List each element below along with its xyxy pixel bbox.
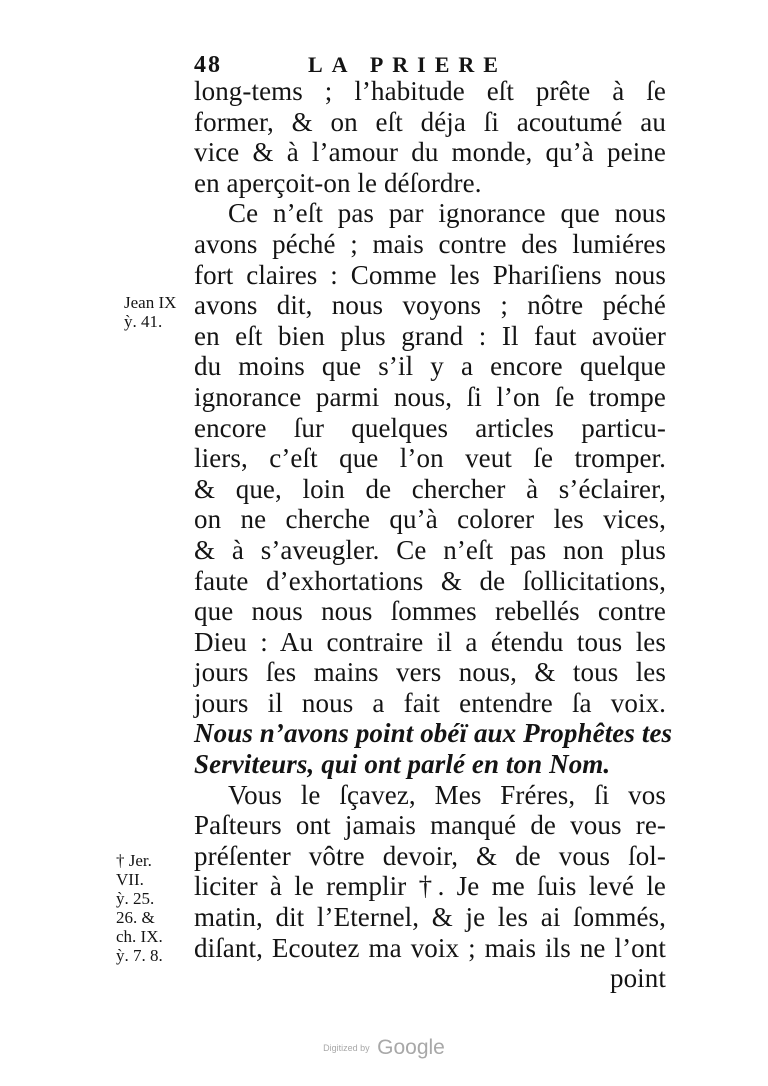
text-line: jours il nous a fait entendre ſa voix. xyxy=(194,687,666,718)
text-line: Dieu : Au contraire il a étendu tous les xyxy=(194,626,666,657)
running-title: LA PRIERE xyxy=(308,52,507,77)
text-line: en eſt bien plus grand : Il faut avoüer xyxy=(194,320,666,351)
text-line: Serviteurs, qui ont parlé en ton Nom. xyxy=(194,749,611,780)
watermark-brand: Google xyxy=(377,1036,445,1059)
text-line: liers, c’eſt que l’on veut ſe tromper. xyxy=(194,443,666,474)
text-line: jours ſes mains vers nous, & tous les xyxy=(194,657,666,688)
text-line: long-tems ; l’habitude eſt prête à ſe xyxy=(194,76,666,106)
text-line: encore ſur quelques articles particu- xyxy=(194,412,666,443)
text-line: que nous nous ſommes rebellés contre xyxy=(194,596,666,627)
margin-note-jeremie xyxy=(116,851,163,965)
text-line: préſenter vôtre devoir, & de vous ſol- xyxy=(194,840,666,871)
text-line: faute d’exhortations & de ſollicitations, xyxy=(194,565,666,596)
text-line: Nous n’avons point obéï aux Prophêtes tes xyxy=(194,718,673,749)
text-line: & à s’aveugler. Ce n’eſt pas non plus xyxy=(194,534,666,565)
text-line: former, & on eſt déja ſi acoutumé au xyxy=(194,106,666,137)
margin-note-line: ỳ. 41. xyxy=(124,312,163,331)
text-line: ignorance parmi nous, ſi l’on ſe trompe xyxy=(194,381,666,412)
text-line: Ce n’eſt pas par ignorance que nous xyxy=(228,198,666,229)
text-line: avons dit, nous voyons ; nôtre péché xyxy=(194,290,666,321)
text-line: liciter à le remplir †. Je me ſuis levé le xyxy=(194,871,666,902)
text-line: diſant, Ecoutez ma voix ; mais ils ne l’ont xyxy=(194,932,666,963)
margin-note-line: ỳ. 25. xyxy=(116,889,155,908)
digitized-watermark xyxy=(0,1036,768,1060)
text-line: on ne cherche qu’à colorer les vices, xyxy=(194,504,666,535)
margin-note-line: VII. xyxy=(116,870,144,889)
watermark-prefix: Digitized by xyxy=(323,1043,370,1053)
margin-note-line: ỳ. 7. 8. xyxy=(116,946,163,965)
text-line: matin, dit l’Eternel, & je les ai ſommés, xyxy=(194,902,666,933)
margin-note-line: † Jer. xyxy=(116,851,152,870)
text-line: avons péché ; mais contre des lumiéres xyxy=(194,228,666,259)
text-line: fort claires : Comme les Phariſiens nous xyxy=(194,259,666,290)
page-number: 48 xyxy=(194,52,222,78)
body-text xyxy=(194,76,673,994)
text-line: du moins que s’il y a encore quelque xyxy=(194,351,666,382)
margin-note-jean xyxy=(124,293,176,331)
margin-note-line: Jean IX xyxy=(124,293,177,312)
text-line: vice & à l’amour du monde, qu’à peine xyxy=(194,137,666,168)
text-line: Vous le ſçavez, Mes Fréres, ſi vos xyxy=(228,779,666,810)
text-line: Paſteurs ont jamais manqué de vous re- xyxy=(194,810,666,841)
margin-note-line: 26. & xyxy=(116,908,155,927)
text-line: en aperçoit-on le déſordre. xyxy=(194,167,482,198)
text-line: & que, loin de chercher à s’éclairer, xyxy=(194,473,666,504)
margin-note-line: ch. IX. xyxy=(116,927,163,946)
text-line: point xyxy=(609,963,666,994)
